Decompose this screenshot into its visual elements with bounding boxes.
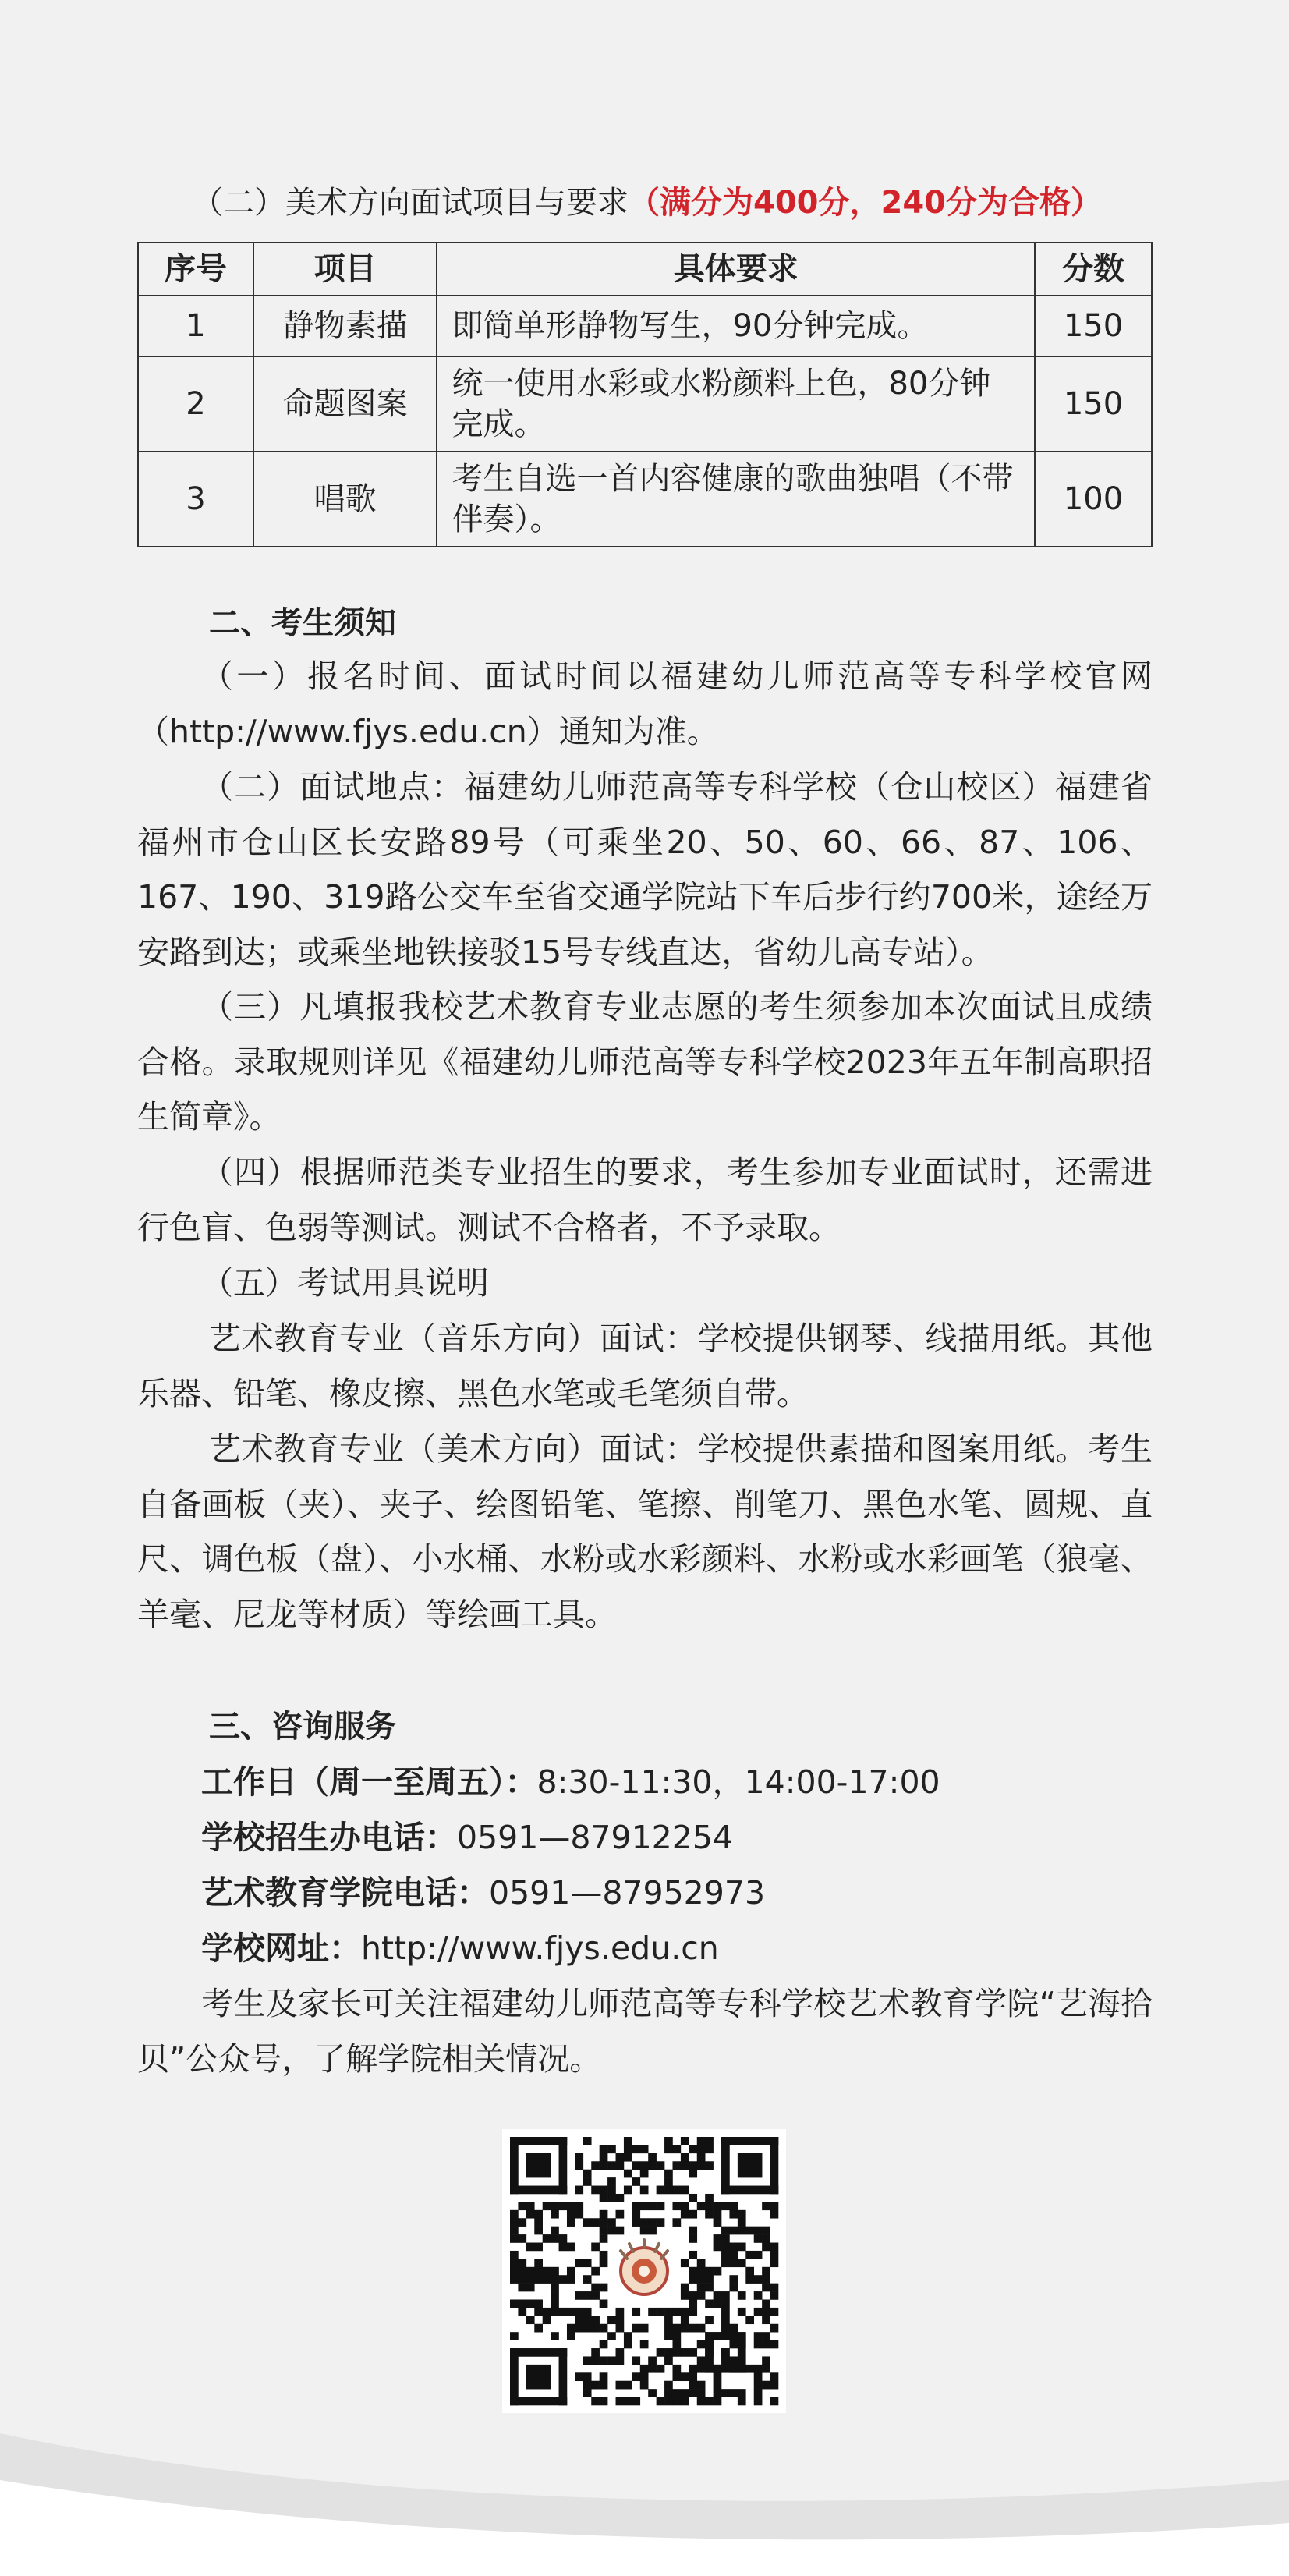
notice-paragraph-2: （二）面试地点：福建幼儿师范高等专科学校（仓山校区）福建省福州市仓山区长安路89号（可乘坐20、50、60、66、87、106、167、190、319路公交车至省交通学院站下车后步行约700米，途经万安路到达；或乘坐地铁接驳15号专线直达，省幼儿高专站）。: [137, 768, 1153, 971]
row-no: 3: [138, 452, 253, 547]
table-row: [138, 356, 1152, 452]
table-row: [138, 452, 1152, 547]
notice-paragraph-5: （五）考试用具说明: [201, 1264, 489, 1302]
college-phone-value: 0591—87952973: [489, 1874, 766, 1912]
office-phone-line: [201, 1810, 733, 1865]
header-item: 项目: [253, 243, 437, 296]
art-section-title-highlight: （满分为400分，240分为合格）: [629, 185, 1102, 221]
service-heading: 三、咨询服务: [209, 1709, 396, 1745]
requirements-table: [137, 242, 1153, 547]
notice-paragraph-6: 艺术教育专业（音乐方向）面试：学校提供钢琴、线描用纸。其他乐器、铅笔、橡皮擦、黑色水笔或毛笔须自带。: [137, 1320, 1153, 1412]
college-phone-line: [201, 1866, 765, 1920]
notice-paragraph-4: （四）根据师范类专业招生的要求，考生参加专业面试时，还需进行色盲、色弱等测试。测试不合格者，不予录取。: [137, 1153, 1153, 1246]
notice-paragraph-1: （一）报名时间、面试时间以福建幼儿师范高等专科学校官网（http://www.fjys.edu.cn）通知为准。: [137, 657, 1153, 750]
table-row: [138, 296, 1152, 356]
college-logo-icon: [616, 2240, 672, 2299]
website-link[interactable]: http://www.fjys.edu.cn: [361, 1929, 719, 1967]
workday-line: [201, 1755, 940, 1809]
decorative-swoosh: [0, 2386, 1289, 2576]
row-score: 150: [1035, 296, 1152, 356]
notice-paragraph-7: 艺术教育专业（美术方向）面试：学校提供素描和图案用纸。考生自备画板（夹）、夹子、绘图铅笔、笔擦、削笔刀、黑色水笔、圆规、直尺、调色板（盘）、小水桶、水粉或水彩颜料、水粉或水彩画笔（狼毫、羊毫、尼龙等材质）等绘画工具。: [137, 1430, 1153, 1633]
row-item: 唱歌: [253, 452, 437, 547]
table-header-row: [138, 243, 1152, 296]
office-phone-label: 学校招生办电话：: [201, 1819, 457, 1856]
header-requirement: 具体要求: [437, 243, 1035, 296]
row-no: 2: [138, 356, 253, 452]
row-requirement: 考生自选一首内容健康的歌曲独唱（不带伴奏）。: [437, 452, 1035, 547]
workday-value: 8:30-11:30，14:00-17:00: [536, 1763, 940, 1801]
website-label: 学校网址：: [201, 1929, 361, 1967]
row-requirement: 即简单形静物写生，90分钟完成。: [437, 296, 1035, 356]
notice-paragraph-3: （三）凡填报我校艺术教育专业志愿的考生须参加本次面试且成绩合格。录取规则详见《福建幼儿师范高等专科学校2023年五年制高职招生简章》。: [137, 988, 1153, 1136]
art-section-title-prefix: （二）美术方向面试项目与要求: [192, 185, 629, 221]
qr-code-graphic: [502, 2129, 786, 2413]
row-requirement: 统一使用水彩或水粉颜料上色，80分钟完成。: [437, 356, 1035, 452]
college-phone-label: 艺术教育学院电话：: [201, 1874, 489, 1912]
header-no: 序号: [138, 243, 253, 296]
notice-heading: 二、考生须知: [209, 605, 396, 641]
row-item: 命题图案: [253, 356, 437, 452]
website-line: [201, 1921, 719, 1975]
office-phone-value: 0591—87912254: [457, 1819, 734, 1856]
row-score: 150: [1035, 356, 1152, 452]
qr-code-icon: [502, 2129, 786, 2413]
workday-label: 工作日（周一至周五）：: [201, 1763, 537, 1801]
row-no: 1: [138, 296, 253, 356]
header-score: 分数: [1035, 243, 1152, 296]
wechat-paragraph: 考生及家长可关注福建幼儿师范高等专科学校艺术教育学院“艺海拾贝”公众号，了解学院相关情况。: [137, 1985, 1153, 2078]
row-score: 100: [1035, 452, 1152, 547]
row-item: 静物素描: [253, 296, 437, 356]
art-section-title: [192, 181, 1102, 225]
